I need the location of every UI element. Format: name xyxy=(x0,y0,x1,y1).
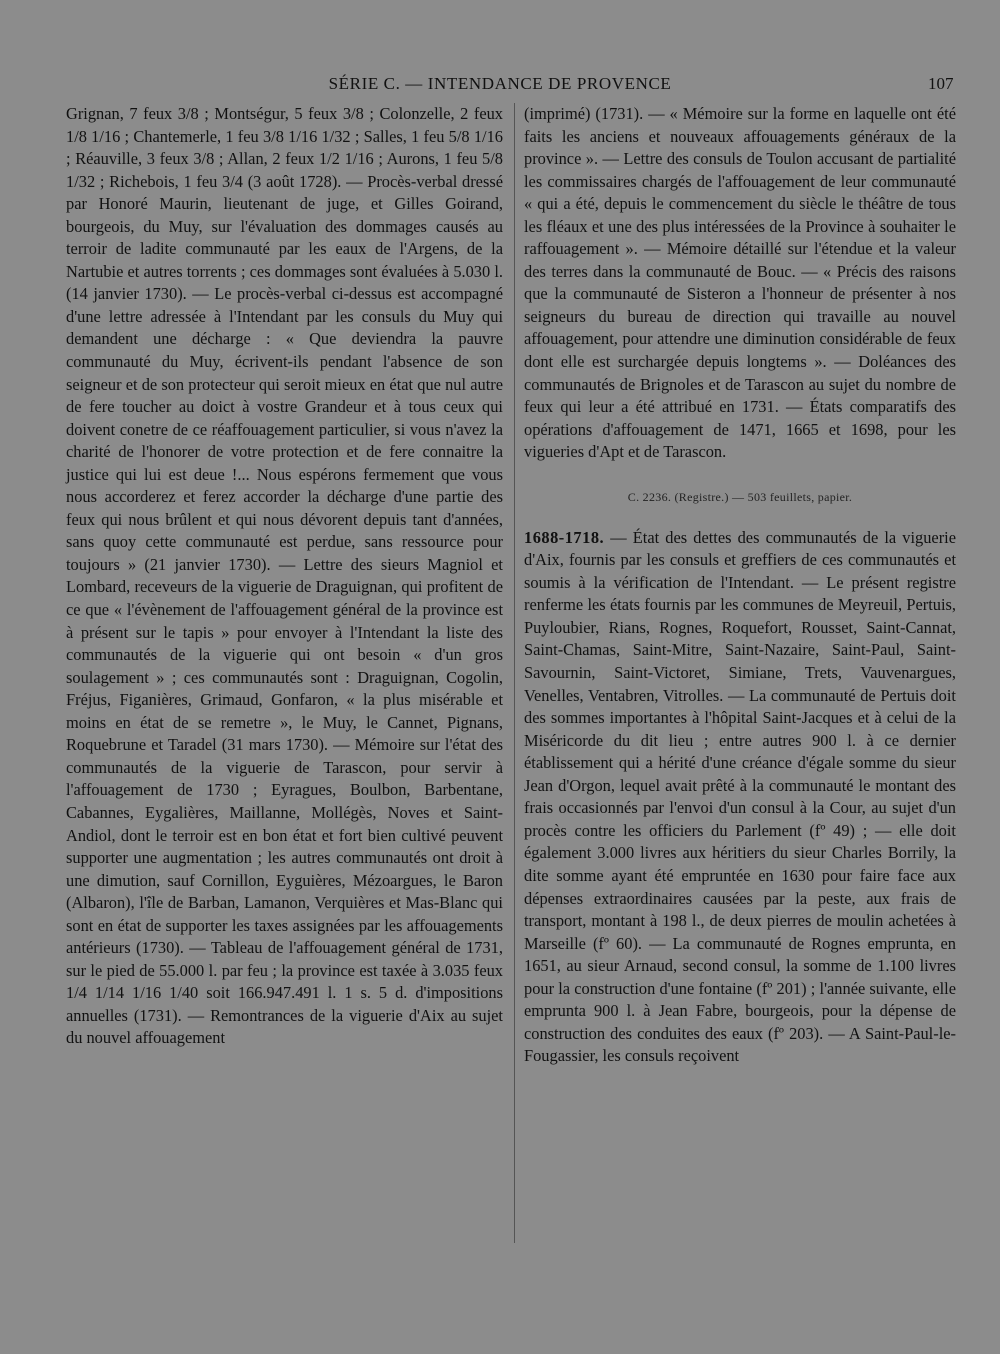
register-caption: C. 2236. (Registre.) — 503 feuillets, papier. xyxy=(627,489,853,504)
register-entry xyxy=(524,527,956,1068)
column-divider xyxy=(514,103,515,1243)
page-number: 107 xyxy=(928,74,954,93)
entry-text: — État des dettes des communautés de la viguerie d'Aix, fournis par les consuls et greffiers de ces communautés et soumis à la vérification de l'Intendant. — Le présent registre renferme les états fournis par les communes de Meyreuil, Pertuis, Puyloubier, Rians, Rognes, Roquefort, Rousset, Saint-Cannat, Saint-Chamas, Saint-Mitre, Saint-Nazaire, Saint-Paul, Saint-Savournin, Saint-Victoret, Simiane, Trets, Vauvenargues, Venelles, Ventabren, Vitrolles. — La communauté de Pertuis doit des sommes importantes à l'hôpital Saint-Jacques et à celui de la Miséricorde du dit lieu ; entre autres 900 l. à ce dernier établissement qui a hérité d'une créance d'égale somme du sieur Jean d'Orgon, lequel avait prêté à la communauté le montant des frais occasionnés par l'envoi d'un consul à la Cour, au sujet d'un procès contre les officiers du Parlement (fº 49) ; — elle doit également 3.000 livres aux héritiers du sieur Charles Borrily, la dite somme ayant été empruntée en 1630 pour faire face aux dépenses extraordinaires causées par la peste, aux frais de transport, montant à 198 l., de deux pierres de moulin achetées à Marseille (fº 60). — La communauté de Rognes emprunta, en 1651, au sieur Arnaud, second consul, la somme de 1.100 livres pour la construction d'une fontaine (fº 201) ; l'année suivante, elle emprunta 900 l. à Jean Fabre, bourgeois, pour la dépense de construction des conduites des eaux (fº 203). — A Saint-Paul-le-Fougassier, les consuls reçoivent xyxy=(524,527,956,1066)
left-column-text: Grignan, 7 feux 3/8 ; Montségur, 5 feux 3/8 ; Colonzelle, 2 feux 1/8 1/16 ; Chantemerle, 1 feu 3/8 1/16 1/32 ; Salles, 1 feu 5/8 1/16 ; Réauville, 3 feux 3/8 ; Allan, 2 feux 1/2 1/16 ; Aurons, 1 feu 5/8 1/32 ; Richebois, 1 feu 3/4 (3 août 1728). — Procès-verbal dressé par Honoré Maurin, lieutenant de juge, et Gilles Goirand, bourgeois, du Muy, sur l'évaluation des dommages causés au terroir de ladite communauté par les eaux de l'Argens, de la Nartubie et autres torrents ; ces dommages sont évaluées à 5.030 l. (14 janvier 1730). — Le procès-verbal ci-dessus est accompagné d'une lettre adressée à l'Intendant par les consuls du Muy qui demandent une décharge : « Que deviendra la pauvre communauté du Muy, écrivent-ils pendant l'absence de son seigneur et de son protecteur qui seroit mieux en état que nul autre de fere toucher au doict à vostre Grandeur et à tous ceux qui doivent conetre de ce réaffouagement particulier, si vous n'avez la charité de l'honorer de votre protection et de fere connaitre la justice qui lui est deue !... Nous espérons fermement que vous nous accorderez et ferez accorder la décharge d'une partie des feux qui nous brûlent et qui nous dévorent depuis tant d'années, sans quoy cette communauté est perdue, sans ressource pour toujours » (21 janvier 1730). — Lettre des sieurs Magniol et Lombard, receveurs de la viguerie de Draguignan, qui profitent de ce que « l'évènement de l'affouagement général de la province est à présent sur le tapis » pour envoyer à l'Intendant la liste des communautés de la viguerie qui ont besoin « d'un gros soulagement » ; ces communautés sont : Draguignan, Cogolin, Fréjus, Figanières, Grimaud, Gonfaron, « la plus misérable et moins en état de se remetre », le Muy, le Cannet, Pignans, Roquebrune et Taradel (31 mars 1730). — Mémoire sur l'état des communautés de la viguerie de Tarascon, pour servir à l'affouagement de 1730 ; Eyragues, Boulbon, Barbentane, Cabannes, Eygalières, Maillanne, Mollégès, Noves et Saint-Andiol, dont le terroir est en bon état et fort bien cultivé peuvent supporter une augmentation ; les autres communautés ont droit à une dimution, sauf Cornillon, Eyguières, Mézoargues, le Baron (Albaron), l'île de Barban, Lamanon, Verquières et Mas-Blanc qui sont en état de supporter les taxes assignées par les affouagements antérieurs (1730). — Tableau de l'affouagement général de 1731, sur le pied de 55.000 l. par feu ; la province est taxée à 3.035 feux 1/4 1/14 1/16 1/40 soit 166.947.491 l. 1 s. 5 d. d'impositions annuelles (1731). — Remontrances de la viguerie d'Aix au sujet du nouvel affouagement xyxy=(66,104,503,1048)
entry-date: 1688-1718. xyxy=(524,527,605,547)
right-column xyxy=(524,103,956,1068)
left-column xyxy=(66,103,503,1050)
right-column-text-top: (imprimé) (1731). — « Mémoire sur la forme en laquelle ont été faits les anciens et nouveaux affouagements généraux de la province ». — Lettre des consuls de Toulon accusant de partialité les commissaires chargés de l'affouagement de leur communauté « qui a été, depuis le commencement du siècle le théâtre de tous les fléaux et une des plus intéressées de la Province à souhaiter le raffouagement ». — Mémoire détaillé sur l'étendue et la valeur des terres dans la communauté de Bouc. — « Précis des raisons que la communauté de Sisteron a l'honneur de présenter à nos seigneurs du bureau de direction qui travaille au nouvel affouagement, pour attendre une diminution considérable de feux dont elle est surchargée depuis longtems ». — Doléances des communautés de Brignoles et de Tarascon au sujet du nombre de feux qui leur a été attribué en 1731. — États comparatifs des opérations d'affouagement de 1471, 1665 et 1698, pour les vigueries d'Apt et de Tarascon. xyxy=(524,104,956,462)
running-header-title: SÉRIE C. — INTENDANCE DE PROVENCE xyxy=(328,74,672,93)
